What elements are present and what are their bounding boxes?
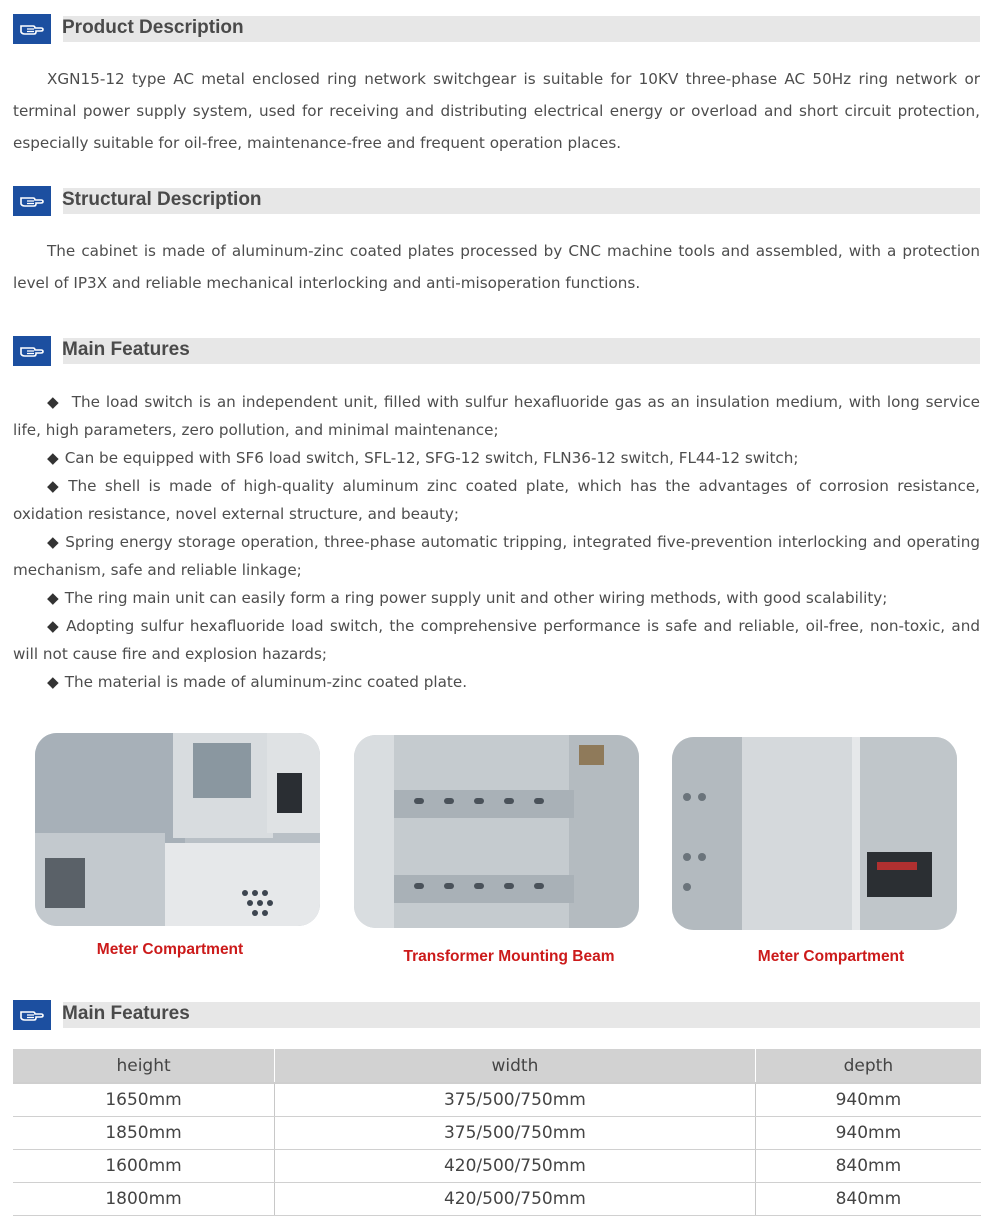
list-item: ◆ The shell is made of high-quality aluminum zinc coated plate, which has the advantages of corrosion resistance, oxidation resistance, novel external structure, and beauty; [13, 477, 980, 523]
list-item: ◆ The ring main unit can easily form a ring power supply unit and other wiring methods, with good scalability; [47, 589, 888, 607]
diamond-bullet-icon: ◆ [47, 589, 59, 607]
meter-compartment-photo [35, 733, 320, 926]
list-item: ◆ Adopting sulfur hexafluoride load switch, the comprehensive performance is safe and reliable, oil-free, non-toxic, and will not cause fire and explosion hazards; [13, 617, 980, 663]
table-row [13, 1117, 981, 1150]
table-row [13, 1150, 981, 1183]
table-cell: 840mm [755, 1150, 981, 1183]
section-title: Structural Description [62, 189, 262, 210]
header-bar [63, 338, 980, 364]
column-header: height [13, 1049, 275, 1083]
table-row [13, 1083, 981, 1117]
table-cell: 1600mm [13, 1150, 275, 1183]
table-cell: 940mm [755, 1117, 981, 1150]
transformer-beam-photo [354, 735, 639, 928]
diamond-bullet-icon: ◆ [47, 449, 59, 467]
table-cell: 375/500/750mm [275, 1083, 756, 1117]
structural-description-text: The cabinet is made of aluminum-zinc coated plates processed by CNC machine tools and assembled, with a protection level of IP3X and reliable mechanical interlocking and anti-misoperation functions. [13, 242, 980, 292]
section-title: Main Features [62, 339, 190, 360]
table-cell: 940mm [755, 1083, 981, 1117]
pointing-hand-icon [13, 1000, 51, 1030]
header-bar [63, 1002, 980, 1028]
table-cell: 375/500/750mm [275, 1117, 756, 1150]
pointing-hand-icon [13, 336, 51, 366]
diamond-bullet-icon: ◆ [47, 477, 63, 495]
diamond-bullet-icon: ◆ [47, 533, 60, 551]
table-cell: 1650mm [13, 1083, 275, 1117]
section-header-product [13, 14, 980, 42]
pointing-hand-icon [13, 186, 51, 216]
diamond-bullet-icon: ◆ [47, 617, 61, 635]
column-header: depth [755, 1049, 981, 1083]
features-list [13, 388, 980, 696]
product-description-text: XGN15-12 type AC metal enclosed ring network switchgear is suitable for 10KV three-phase AC 50Hz ring network or terminal power supply system, used for receiving and distributing electrical energy or overload and short circuit protection, especially suitable for oil-free, maintenance-free and frequent operation places. [13, 70, 980, 152]
diamond-bullet-icon: ◆ [47, 673, 59, 691]
diamond-bullet-icon: ◆ [47, 393, 60, 411]
list-item: ◆ The load switch is an independent unit, filled with sulfur hexafluoride gas as an insulation medium, with long service life, high parameters, zero pollution, and minimal maintenance; [13, 393, 980, 439]
table-header-row [13, 1049, 981, 1083]
table-cell: 1850mm [13, 1117, 275, 1150]
column-header: width [275, 1049, 756, 1083]
section-header-structural [13, 186, 980, 214]
meter-compartment-photo-2 [672, 737, 957, 930]
section-header-dimensions [13, 1000, 980, 1028]
section-title: Product Description [62, 17, 244, 38]
pointing-hand-icon [13, 14, 51, 44]
list-item: ◆ Spring energy storage operation, three-phase automatic tripping, integrated five-prevention interlocking and operating mechanism, safe and reliable linkage; [13, 533, 980, 579]
table-cell: 420/500/750mm [275, 1150, 756, 1183]
table-cell: 1800mm [13, 1183, 275, 1216]
dimensions-table [13, 1049, 981, 1216]
section-title: Main Features [62, 1003, 190, 1024]
table-row [13, 1183, 981, 1216]
list-item: ◆ Can be equipped with SF6 load switch, SFL-12, SFG-12 switch, FLN36-12 switch, FL44-12 switch; [47, 449, 799, 467]
table-cell: 840mm [755, 1183, 981, 1216]
table-cell: 420/500/750mm [275, 1183, 756, 1216]
caption-transformer-beam: Transformer Mounting Beam [403, 948, 615, 965]
section-header-features [13, 336, 980, 364]
caption-meter-compartment: Meter Compartment [96, 941, 244, 958]
list-item: ◆ The material is made of aluminum-zinc coated plate. [47, 673, 468, 691]
caption-meter-compartment-2: Meter Compartment [757, 948, 905, 965]
